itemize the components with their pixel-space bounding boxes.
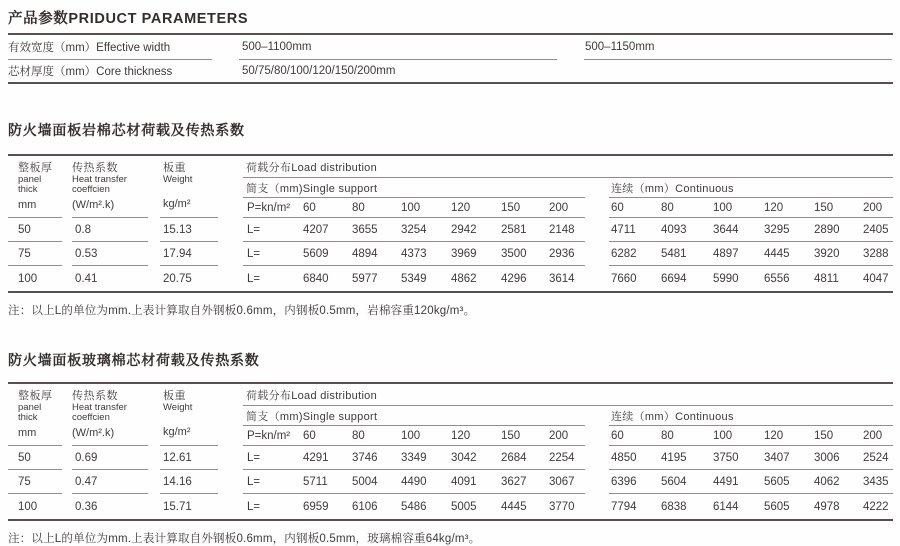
load-value: 7794 [611, 500, 637, 513]
pressure-header-continuous [609, 426, 893, 446]
header-zh: 传热系数 [72, 390, 118, 402]
param-label: 芯材厚度（mm）Core thickness [8, 66, 173, 78]
table-row [8, 242, 893, 266]
single-support-label: 简支（mm)Single support [243, 406, 585, 426]
p-col: 200 [549, 201, 569, 214]
table-row [8, 266, 893, 291]
load-value: 6396 [611, 475, 637, 488]
header-zh: 整板厚 [18, 390, 53, 402]
header-en: thick [18, 412, 38, 423]
load-value: 3750 [713, 451, 739, 464]
panel-thickness-value: 100 [18, 272, 38, 285]
simple-support-values [243, 266, 585, 291]
table-row [8, 470, 893, 494]
column-header-panel-thickness [8, 384, 62, 446]
load-value: 5711 [303, 475, 328, 488]
column-header-heat-transfer [72, 156, 148, 218]
load-value: 7660 [611, 272, 637, 285]
header-unit: (W/m².k) [72, 199, 115, 211]
load-value: 4195 [661, 451, 687, 464]
table-row [8, 60, 893, 82]
p-col: 60 [611, 201, 624, 214]
header-en: panel [18, 174, 42, 185]
rockwool-load-table [8, 154, 893, 293]
header-zh: 板重 [163, 390, 186, 402]
load-value: 6556 [764, 272, 790, 285]
header-zh: 板重 [163, 162, 186, 174]
load-value: 4373 [401, 247, 427, 260]
load-value: 2405 [863, 223, 889, 236]
table-row [8, 446, 893, 470]
load-value: 4222 [863, 500, 889, 513]
l-label: L= [247, 223, 261, 236]
header-zh: 传热系数 [72, 162, 118, 174]
section-title-rockwool: 防火墙面板岩棉芯材荷载及传热系数 [8, 122, 245, 138]
table-row [8, 35, 893, 60]
l-label: L= [247, 247, 261, 260]
header-en: Heat transfer [72, 174, 127, 185]
load-value: 4093 [661, 223, 687, 236]
single-support-label: 简支（mm)Single support [243, 178, 585, 198]
page-title: 产品参数PRIDUCT PARAMETERS [8, 11, 249, 27]
header-en: panel [18, 402, 42, 413]
load-value: 3042 [451, 451, 477, 464]
l-label: L= [247, 500, 261, 513]
heat-transfer-value: 0.47 [72, 470, 148, 494]
continuous-label: 连续（mm）Continuous [609, 178, 893, 198]
p-col: 80 [352, 201, 365, 214]
weight-value: 17.94 [160, 242, 218, 266]
p-col: 120 [764, 429, 784, 442]
p-col: 100 [401, 201, 421, 214]
load-value: 4296 [501, 272, 527, 285]
load-value: 3254 [401, 223, 427, 236]
heat-transfer-value: 0.53 [72, 242, 148, 266]
load-value: 5486 [401, 500, 427, 513]
load-value: 4445 [501, 500, 527, 513]
column-header-weight [160, 384, 218, 446]
p-col: 200 [549, 429, 569, 442]
p-col: 60 [303, 429, 316, 442]
load-value: 4978 [814, 500, 840, 513]
p-col: 150 [501, 429, 521, 442]
load-value: 3349 [401, 451, 427, 464]
load-distribution-header [243, 384, 893, 446]
load-value: 4811 [814, 272, 839, 285]
l-label: L= [247, 272, 261, 285]
p-col: 100 [713, 429, 733, 442]
load-value: 4207 [303, 223, 329, 236]
table-row [8, 494, 893, 519]
continuous-values [609, 242, 893, 266]
load-value: 2254 [549, 451, 575, 464]
load-value: 5609 [303, 247, 329, 260]
pressure-header-simple [243, 426, 585, 446]
param-value: 500–1150mm [584, 35, 892, 60]
load-value: 6959 [303, 500, 329, 513]
header-en: Weight [163, 174, 193, 185]
weight-value: 20.75 [163, 272, 192, 285]
simple-support-values [243, 218, 585, 242]
header-en: coeffcien [72, 412, 110, 423]
load-value: 5005 [451, 500, 477, 513]
load-value: 4091 [451, 475, 477, 488]
load-value: 4897 [713, 247, 739, 260]
p-col: 80 [661, 201, 674, 214]
load-value: 3500 [501, 247, 527, 260]
panel-thickness-value: 50 [8, 446, 62, 470]
load-distribution-label: 荷载分布Load distribution [243, 156, 893, 178]
load-value: 3288 [863, 247, 889, 260]
weight-value: 15.71 [163, 500, 192, 513]
p-col: 120 [451, 429, 471, 442]
p-col: 120 [451, 201, 471, 214]
load-value: 4850 [611, 451, 637, 464]
header-unit: mm [18, 199, 37, 211]
panel-thickness-value: 100 [18, 500, 38, 513]
simple-support-values [243, 494, 585, 519]
load-value: 4291 [303, 451, 329, 464]
p-col: 80 [661, 429, 674, 442]
load-value: 3920 [814, 247, 840, 260]
load-value: 5004 [352, 475, 378, 488]
header-unit: kg/m² [163, 198, 191, 210]
heat-transfer-value: 0.36 [75, 500, 98, 513]
section-title-glasswool: 防火墙面板玻璃棉芯材荷载及传热系数 [8, 352, 260, 368]
load-value: 4490 [401, 475, 427, 488]
load-value: 5605 [764, 475, 790, 488]
load-value: 4862 [451, 272, 477, 285]
header-unit: kg/m² [163, 426, 191, 438]
weight-value: 12.61 [160, 446, 218, 470]
load-value: 3435 [863, 475, 889, 488]
header-unit: mm [18, 427, 37, 439]
header-en: Heat transfer [72, 402, 127, 413]
load-value: 5977 [352, 272, 378, 285]
continuous-label: 连续（mm）Continuous [609, 406, 893, 426]
load-value: 3770 [549, 500, 575, 513]
load-value: 4894 [352, 247, 378, 260]
load-value: 3655 [352, 223, 378, 236]
p-col: 200 [863, 429, 883, 442]
param-value: 50/75/80/100/120/150/200mm [242, 65, 396, 77]
load-value: 4711 [611, 223, 636, 236]
continuous-values [609, 266, 893, 291]
panel-thickness-value: 50 [8, 218, 62, 242]
glasswool-load-table [8, 382, 893, 521]
heat-transfer-value: 0.69 [72, 446, 148, 470]
load-value: 2890 [814, 223, 840, 236]
column-header-weight [160, 156, 218, 218]
load-value: 3614 [549, 272, 575, 285]
simple-support-values [243, 446, 585, 470]
load-value: 3627 [501, 475, 527, 488]
continuous-values [609, 470, 893, 494]
p-label: P=kn/m² [247, 429, 291, 442]
p-col: 200 [863, 201, 883, 214]
load-value: 5349 [401, 272, 427, 285]
p-col: 150 [501, 201, 521, 214]
column-header-panel-thickness [8, 156, 62, 218]
load-value: 3295 [764, 223, 790, 236]
load-value: 3969 [451, 247, 477, 260]
load-value: 6144 [713, 500, 739, 513]
load-value: 3407 [764, 451, 790, 464]
header-en: coeffcien [72, 184, 110, 195]
load-value: 5481 [661, 247, 687, 260]
load-value: 3644 [713, 223, 739, 236]
p-col: 80 [352, 429, 365, 442]
l-label: L= [247, 451, 261, 464]
param-value [584, 60, 892, 82]
load-value: 3067 [549, 475, 575, 488]
load-value: 6106 [352, 500, 378, 513]
load-value: 6694 [661, 272, 687, 285]
load-value: 5605 [764, 500, 790, 513]
p-col: 60 [303, 201, 316, 214]
table-header [8, 156, 893, 218]
heat-transfer-value: 0.8 [72, 218, 148, 242]
table-row [8, 218, 893, 242]
column-header-heat-transfer [72, 384, 148, 446]
pressure-header-continuous [609, 198, 893, 218]
panel-thickness-value: 75 [8, 470, 62, 494]
simple-support-values [243, 470, 585, 494]
continuous-values [609, 446, 893, 470]
p-col: 120 [764, 201, 784, 214]
load-value: 4047 [863, 272, 889, 285]
load-value: 6840 [303, 272, 329, 285]
header-en: thick [18, 184, 38, 195]
load-value: 6838 [661, 500, 687, 513]
p-col: 150 [814, 429, 834, 442]
p-col: 100 [401, 429, 421, 442]
load-value: 3006 [814, 451, 840, 464]
p-col: 150 [814, 201, 834, 214]
load-value: 5604 [661, 475, 687, 488]
header-en: Weight [163, 402, 193, 413]
load-value: 6282 [611, 247, 637, 260]
load-value: 4491 [713, 475, 739, 488]
param-label: 有效宽度（mm）Effective width [8, 35, 212, 60]
load-value: 2524 [863, 451, 889, 464]
weight-value: 14.16 [160, 470, 218, 494]
continuous-values [609, 218, 893, 242]
l-label: L= [247, 475, 261, 488]
p-col: 100 [713, 201, 733, 214]
load-value: 2942 [451, 223, 477, 236]
load-value: 5990 [713, 272, 739, 285]
param-value: 500–1100mm [239, 35, 557, 60]
load-value: 2936 [549, 247, 575, 260]
panel-thickness-value: 75 [8, 242, 62, 266]
heat-transfer-value: 0.41 [75, 272, 98, 285]
p-label: P=kn/m² [247, 201, 291, 214]
load-value: 4062 [814, 475, 840, 488]
load-distribution-header [243, 156, 893, 218]
header-unit: (W/m².k) [72, 427, 115, 439]
load-distribution-label: 荷载分布Load distribution [243, 384, 893, 406]
continuous-values [609, 494, 893, 519]
load-value: 2581 [501, 223, 527, 236]
load-value: 3746 [352, 451, 378, 464]
weight-value: 15.13 [160, 218, 218, 242]
load-value: 2148 [549, 223, 575, 236]
header-zh: 整板厚 [18, 162, 53, 174]
footnote-rockwool: 注：以上L的单位为mm.上表计算取自外钢板0.6mm，内钢板0.5mm，岩棉容重120kg/m³。 [8, 305, 476, 317]
pressure-header-simple [243, 198, 585, 218]
product-parameters-table [8, 33, 893, 84]
p-col: 60 [611, 429, 624, 442]
table-header [8, 384, 893, 446]
simple-support-values [243, 242, 585, 266]
load-value: 2684 [501, 451, 527, 464]
load-value: 4445 [764, 247, 790, 260]
footnote-glasswool: 注：以上L的单位为mm.上表计算取自外钢板0.6mm，内钢板0.5mm，玻璃棉容重64kg/m³。 [8, 533, 481, 545]
